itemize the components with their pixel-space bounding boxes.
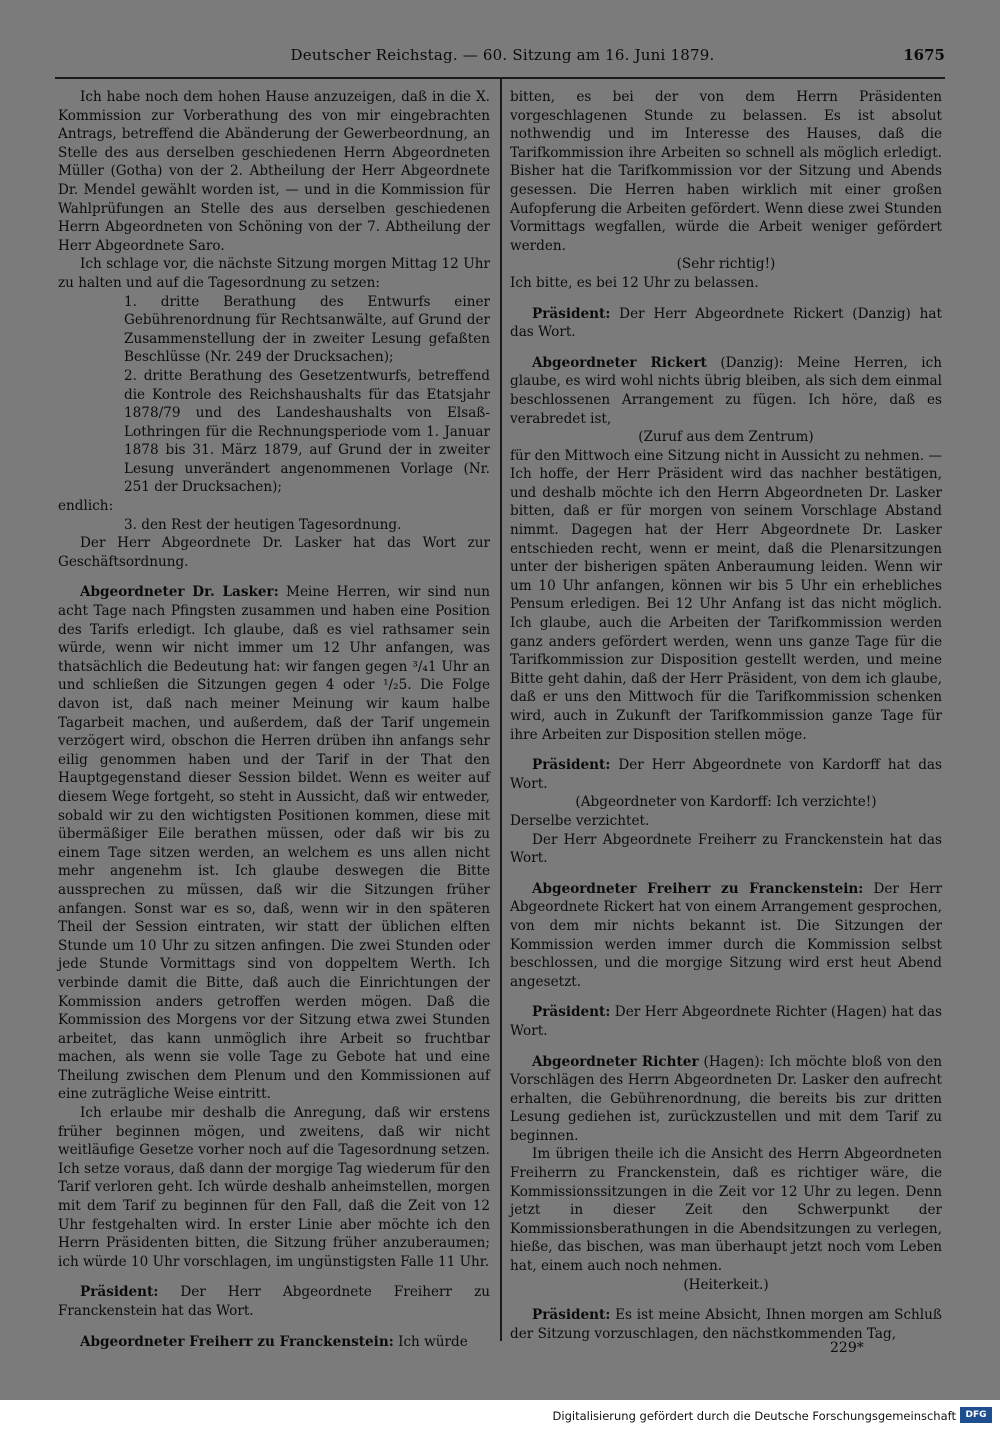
speaker-name: Abgeordneter Richter bbox=[532, 1053, 699, 1070]
speech-paragraph bbox=[510, 1053, 942, 1146]
speaker-name: Abgeordneter Rickert bbox=[532, 354, 707, 371]
speech-text: (Danzig): Meine Herren, ich glaube, es wird wohl nichts übrig bleiben, als sich dem einmal beschlossenen Arrangement zu fügen. Ich höre, daß es verabredet ist, bbox=[510, 354, 942, 427]
agenda-list bbox=[58, 516, 490, 535]
dfg-logo-icon: DFG bbox=[960, 1407, 992, 1423]
interjection: (Heiterkeit.) bbox=[683, 1276, 769, 1293]
paragraph: endlich: bbox=[58, 498, 114, 515]
speaker-name: Abgeordneter Freiherr zu Franckenstein: bbox=[532, 880, 864, 897]
paragraph: Derselbe verzichtet. bbox=[510, 812, 650, 829]
speaker-name: Präsident: bbox=[532, 1004, 611, 1021]
paragraph: Ich schlage vor, die nächste Sitzung morgen Mittag 12 Uhr zu halten und auf die Tagesordnung zu setzen: bbox=[58, 256, 490, 291]
paragraph: Ich bitte, es bei 12 Uhr zu belassen. bbox=[510, 274, 759, 291]
speaker-name: Abgeordneter Freiherr zu Franckenstein: bbox=[80, 1333, 394, 1350]
page-number: 1675 bbox=[903, 46, 945, 64]
speech-paragraph bbox=[58, 583, 490, 1104]
interjection: (Abgeordneter von Kardorff: Ich verzichte!) bbox=[575, 794, 877, 811]
footer-bar bbox=[0, 1400, 1000, 1432]
interjection: (Zuruf aus dem Zentrum) bbox=[638, 429, 814, 446]
speech-paragraph bbox=[510, 305, 942, 342]
left-column bbox=[58, 88, 490, 1351]
speaker-name: Präsident: bbox=[80, 1284, 159, 1301]
speech-text: Es ist meine Absicht, Ihnen morgen am Schluß der Sitzung vorzuschlagen, den nächstkommenden Tag, bbox=[510, 1307, 942, 1342]
speaker-name: Präsident: bbox=[532, 305, 611, 322]
paragraph: Der Herr Abgeordnete Dr. Lasker hat das Wort zur Geschäftsordnung. bbox=[58, 535, 490, 570]
speech-paragraph bbox=[510, 756, 942, 793]
speech-text: Der Herr Abgeordnete Freiherr zu Franckenstein hat das Wort. bbox=[58, 1284, 490, 1319]
speaker-name: Präsident: bbox=[532, 1307, 611, 1324]
paragraph: Der Herr Abgeordnete Freiherr zu Franckenstein hat das Wort. bbox=[510, 831, 942, 867]
paragraph: bitten, es bei der von dem Herrn Präsidenten vorgeschlagenen Stunde zu belassen. Es ist absolut nothwendig und im Interesse des Hauses, daß die Tarifkommission ihre Arbeiten so schnell als möglich erledigt. Bisher hat die Tarifkommission vor der Sitzung und Abends gesessen. Die Herren haben wirklich mit einer großen Aufopferung die Arbeiten gefördert. Wenn diese zwei Stunden Vormittags wegfallen, würde die Arbeit weniger gefördert werden. bbox=[510, 89, 942, 254]
speech-paragraph bbox=[58, 1333, 490, 1352]
speech-text: (Hagen): Ich möchte bloß von den Vorschlägen des Herrn Abgeordneten Dr. Lasker den aufrecht erhalten, die Gebührenordnung, die bereits bis zur dritten Lesung gediehen ist, zurückzustellen und mit dem Tarif zu beginnen. bbox=[510, 1053, 942, 1144]
paragraph: Ich habe noch dem hohen Hause anzuzeigen, daß in die X. Kommission zur Vorberathung des von mir eingebrachten Antrags, betreffend die Abänderung der Gewerbeordnung, an Stelle des aus derselben geschiedenen Herrn Abgeordneten Müller (Gotha) von der 2. Abtheilung der Herr Abgeordnete Dr. Mendel gewählt worden ist, — und in die Kommission für Wahlprüfungen an Stelle des aus derselben geschiedenen Herrn Abgeordneten von Schöning von der 7. Abtheilung der Herr Abgeordnete Saro. bbox=[58, 89, 490, 254]
list-item: 3. den Rest der heutigen Tagesordnung. bbox=[124, 516, 402, 533]
running-title: Deutscher Reichstag. — 60. Sitzung am 16. Juni 1879. bbox=[290, 46, 715, 64]
paragraph: Im übrigen theile ich die Ansicht des Herrn Abgeordneten Freiherrn zu Franckenstein, daß es richtiger wäre, die Kommissionssitzungen in die Zeit vor 12 Uhr zu legen. Denn jetzt in dieser Zeit den Schwerpunkt der Kommissionsberathungen in die Abendsitzungen zu verlegen, hieße, das bischen, was man überhaupt jetzt noch vom Leben hat, einem auch noch nehmen. bbox=[510, 1146, 942, 1275]
speech-text: Meine Herren, wir sind nun acht Tage nach Pfingsten zusammen und haben eine Position des Tarifs erledigt. Ich glaube, daß es viel rathsamer sein würde, wenn wir nicht immer um 12 Uhr anfangen, was thatsächlich die Bedeutung hat: wir fangen gegen ³/₄1 Uhr an und schließen die Sitzungen gegen 4 oder ¹/₂5. Die Folge davon ist, daß nach meiner Meinung wir kaum halbe Tagarbeit machen, und außerdem, daß der Tarif ungemein verzögert wird, obschon die Herren drüben ihn anfangs sehr eilig genommen haben und der Tarif in der That den Hauptgegenstand dieser Session bildet. Wenn es weiter auf diesem Wege fortgeht, so steht in Aussicht, daß wir entweder, sobald wir zu den wichtigsten Positionen kommen, diese mit übermäßiger Eile berathen müssen, oder daß wir bis zu einem Tage sitzen werden, an welchem es uns allen nicht mehr angenehm ist. Ich glaube deswegen die Bitte aussprechen zu müssen, daß wir die Sitzungen früher anfangen. Sonst war es so, daß, wenn wir in den späteren Theil der Session eintraten, wir statt der üblichen elften Stunde um 10 Uhr zu sitzen anfingen. Die zwei Stunden oder jede Stunde Vormittags sind von doppeltem Werth. Ich verbinde damit die Bitte, daß auch die Einrichtungen der Kommission anders getroffen werden mögen. Daß die Kommission des Morgens vor der Sitzung etwa zwei Stunden arbeitet, das kann unmöglich ihre Arbeit so fruchtbar machen, als wenn sie volle Tage zu Gebote hat und eine Theilung zwischen dem Plenum und den Kommissionen auf eine zuträgliche Weise eintritt. bbox=[58, 584, 490, 1103]
signature-mark: 229* bbox=[830, 1340, 864, 1356]
speaker-name: Abgeordneter Dr. Lasker: bbox=[80, 584, 279, 601]
agenda-list bbox=[58, 293, 490, 498]
speech-text: Der Herr Abgeordnete Rickert hat von einem Arrangement gesprochen, von dem mir nichts bekannt ist. Die Sitzungen der Kommission werden immer durch die Kommission selbst beschlossen, und die morgige Sitzung wird erst heut Abend angesetzt. bbox=[510, 880, 942, 990]
speech-paragraph bbox=[58, 1283, 490, 1320]
speaker-name: Präsident: bbox=[532, 757, 611, 774]
speech-text: Der Herr Abgeordnete Rickert (Danzig) hat das Wort. bbox=[510, 305, 942, 341]
interjection: (Sehr richtig!) bbox=[676, 256, 776, 273]
paragraph: für den Mittwoch eine Sitzung nicht in Aussicht zu nehmen. — Ich hoffe, der Herr Präsident wird das nachher bestätigen, und deshalb möchte ich den Herrn Abgeordneten Dr. Lasker bitten, daß er für morgen von seinem Vorschlage Abstand nimmt. Dagegen hat der Herr Abgeordnete Dr. Lasker entschieden recht, wenn er meint, daß die Plenarsitzungen unter der bisherigen späten Anberaumung leiden. Wenn wir um 10 Uhr anfangen, können wir bis 5 Uhr ein erhebliches Pensum erledigen. Bei 12 Uhr Anfang ist das nicht möglich. Ich glaube, auch die Arbeiten der Tarifkommission werden ganz anders gefördert werden, wenn uns ganze Tage für die Tarifkommission zur Disposition gestellt werden, und meine Bitte geht dahin, daß der Herr Präsident, von dem ich glaube, daß er uns den Mittwoch für die Tarifkommission schenken wird, auch in Zukunft der Tarifkommission ganze Tage für ihre Arbeiten zur Disposition stellen möge. bbox=[510, 447, 942, 743]
speech-text: Ich würde bbox=[393, 1333, 468, 1350]
list-item: 2. dritte Berathung des Gesetzentwurfs, betreffend die Kontrole des Reichshaushalts für das Etatsjahr 1878/79 und des Landeshaushalts von Elsaß-Lothringen für die Rechnungsperiode vom 1. Januar 1878 bis 31. März 1879, auf Grund der in zweiter Lesung unverändert angenommenen Vorlage (Nr. 251 der Drucksachen); bbox=[124, 367, 490, 496]
list-item: 1. dritte Berathung des Entwurfs einer Gebührenordnung für Rechtsanwälte, auf Grund der Zusammenstellung der in zweiter Lesung gefaßten Beschlüsse (Nr. 249 der Drucksachen); bbox=[124, 293, 490, 366]
paragraph: Ich erlaube mir deshalb die Anregung, daß wir erstens früher beginnen mögen, und zweitens, daß wir nicht weitläufige Gesetze vorher noch auf die Tagesordnung setzen. Ich setze voraus, daß dann der morgige Tag wiederum für den Tarif verloren geht. Ich würde deshalb anheimstellen, morgen mit dem Tarif zu beginnen für den Fall, daß die Zeit von 12 Uhr festgehalten wird. In erster Linie aber möchte ich den Herrn Präsidenten bitten, die Sitzung früher anzuberaumen; ich würde 10 Uhr vorschlagen, im ungünstigsten Falle 11 Uhr. bbox=[58, 1105, 490, 1270]
funding-note: Digitalisierung gefördert durch die Deutsche Forschungsgemeinschaft bbox=[552, 1409, 956, 1423]
speech-text: Der Herr Abgeordnete von Kardorff hat das Wort. bbox=[510, 757, 942, 792]
speech-paragraph bbox=[510, 1306, 942, 1343]
right-column bbox=[510, 88, 942, 1343]
column-divider bbox=[500, 79, 502, 1341]
speech-paragraph bbox=[510, 354, 942, 428]
speech-text: Der Herr Abgeordnete Richter (Hagen) hat das Wort. bbox=[510, 1004, 942, 1039]
speech-paragraph bbox=[510, 880, 942, 992]
speech-paragraph bbox=[510, 1003, 942, 1040]
page-header bbox=[60, 46, 945, 70]
